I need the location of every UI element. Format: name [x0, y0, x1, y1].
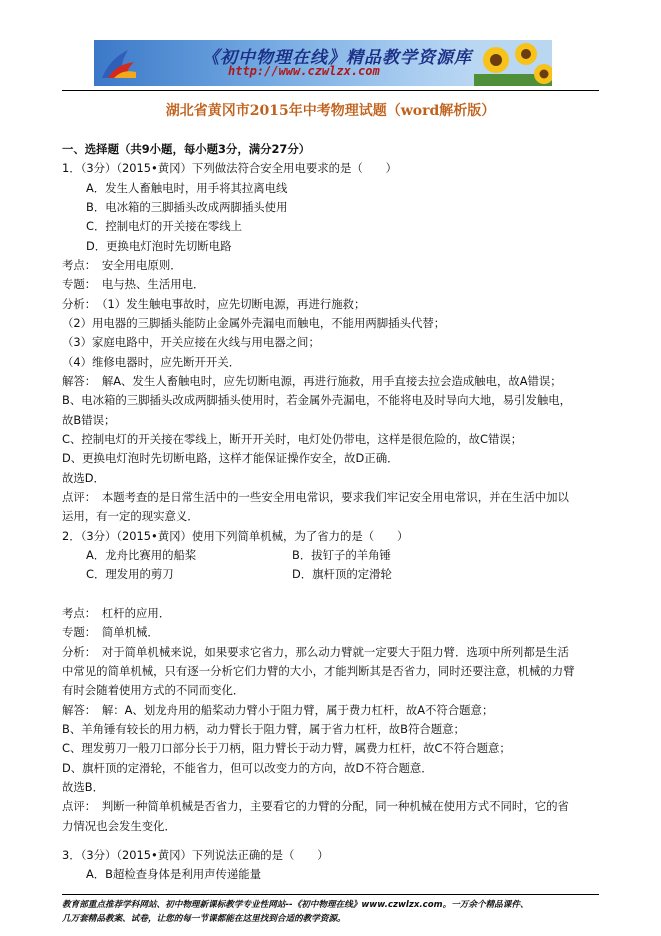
q1-analysis: 分析： （1）发生触电事故时，应先切断电源，再进行施救； — [62, 297, 366, 311]
q2-option-d: D．旗杆顶的定滑轮 — [292, 567, 392, 581]
q2-solution-line: C、理发剪刀一般刀口部分长于刀柄，阻力臂长于动力臂，属费力杠杆，故C不符合题意； — [62, 741, 511, 755]
q1-answer: 故选D． — [62, 471, 105, 485]
header-rule — [62, 90, 599, 91]
q2-comment: 点评： 判断一种简单机械是否省力，主要看它的力臂的分配，同一种机械在使用方式不同时，它的省 — [62, 799, 569, 813]
q2-analysis-line: 中常见的简单机械，只有逐一分析它们力臂的大小，才能判断其是否省力，同时还要注意，机械的力臂 — [62, 664, 575, 678]
q2-knowledge-point: 考点： 杠杆的应用． — [62, 606, 171, 620]
header-banner — [94, 40, 552, 86]
q1-solution-line: 故B错误； — [62, 413, 116, 427]
question-2: 2．（3分）（2015•黄冈）使用下列简单机械，为了省力的是（ ） — [62, 529, 409, 543]
document-title: 湖北省黄冈市2015年中考物理试题（word解析版） — [165, 103, 496, 119]
q2-analysis-line: 有时会随着使用方式的不同而变化． — [62, 683, 245, 697]
q2-solution: 解答： 解：A、划龙舟用的船桨动力臂小于阻力臂，属于费力杠杆，故A不符合题意； — [62, 703, 494, 717]
q2-option-c: C．理发用的剪刀 — [86, 567, 174, 581]
q1-analysis-line: （3）家庭电路中，开关应接在火线与用电器之间； — [62, 335, 320, 349]
q2-option-a: A．龙舟比赛用的船桨 — [86, 548, 197, 562]
q1-option-c: C．控制电灯的开关接在零线上 — [86, 219, 243, 233]
q1-topic: 专题： 电与热、生活用电． — [62, 277, 205, 291]
q1-comment-line: 运用，有一定的现实意义． — [62, 509, 199, 523]
footer-line-2: 几万套精品教案、试卷，让您的每一节课都能在这里找到合适的教学资源。 — [62, 914, 346, 924]
q1-solution-line: D、更换电灯泡时先切断电路，这样才能保证操作安全，故D正确． — [62, 451, 399, 465]
q1-analysis-line: （4）维修电器时，应先断开开关． — [62, 355, 241, 369]
q1-solution: 解答： 解A、发生人畜触电时，应先切断电源，再进行施救，用手直接去拉会造成触电，故A错误； — [62, 374, 562, 388]
q2-analysis: 分析： 对于简单机械来说，如果要求它省力，那么动力臂就一定要大于阻力臂．选项中所列都是生活 — [62, 645, 569, 659]
q2-solution-line: D、旗杆顶的定滑轮，不能省力，但可以改变力的方向，故D不符合题意． — [62, 761, 433, 775]
banner-title: 《初中物理在线》精品教学资源库 — [202, 48, 472, 68]
footer-rule — [62, 894, 599, 895]
q1-comment: 点评： 本题考查的是日常生活中的一些安全用电常识，要求我们牢记安全用电常识，并在生活中加以 — [62, 490, 569, 504]
q1-option-a: A．发生人畜触电时，用手将其拉离电线 — [86, 181, 288, 195]
site-logo-icon — [98, 44, 138, 82]
q2-topic: 专题： 简单机械． — [62, 625, 159, 639]
section-heading: 一、选择题（共9小题，每小题3分，满分27分） — [62, 142, 311, 156]
question-3: 3．（3分）（2015•黄冈）下列说法正确的是（ ） — [62, 848, 329, 862]
q3-option-a: A．B超检查身体是利用声传递能量 — [86, 867, 262, 881]
q1-analysis-line: （2）用电器的三脚插头能防止金属外壳漏电而触电，不能用两脚插头代替； — [62, 316, 446, 330]
q2-solution-line: B、羊角锤有较长的用力柄，动力臂长于阻力臂，属于省力杠杆，故B符合题意； — [62, 722, 465, 736]
q1-option-b: B．电冰箱的三脚插头改成两脚插头使用 — [86, 200, 288, 214]
footer-line-1: 教育部重点推荐学科网站、初中物理新课标教学专业性网站--《初中物理在线》www.czwlzx.com。一万余个精品课件、 — [62, 900, 529, 910]
q2-answer: 故选B． — [62, 780, 104, 794]
q1-solution-line: B、电冰箱的三脚插头改成两脚插头使用时，若金属外壳漏电，不能将电及时导向大地，易引发触电， — [62, 393, 572, 407]
q1-option-d: D．更换电灯泡时先切断电路 — [86, 239, 232, 253]
banner-url: http://www.czwlzx.com — [228, 64, 380, 78]
q1-knowledge-point: 考点： 安全用电原则． — [62, 258, 182, 272]
sunflower-decoration-icon — [474, 40, 552, 86]
q2-comment-line: 力情况也会发生变化． — [62, 819, 176, 833]
q2-option-b: B．拔钉子的羊角锤 — [292, 548, 391, 562]
q1-solution-line: C、控制电灯的开关接在零线上，断开开关时，电灯处仍带电，这样是很危险的，故C错误； — [62, 432, 523, 446]
question-1: 1．（3分）（2015•黄冈）下列做法符合安全用电要求的是（ ） — [62, 161, 397, 175]
